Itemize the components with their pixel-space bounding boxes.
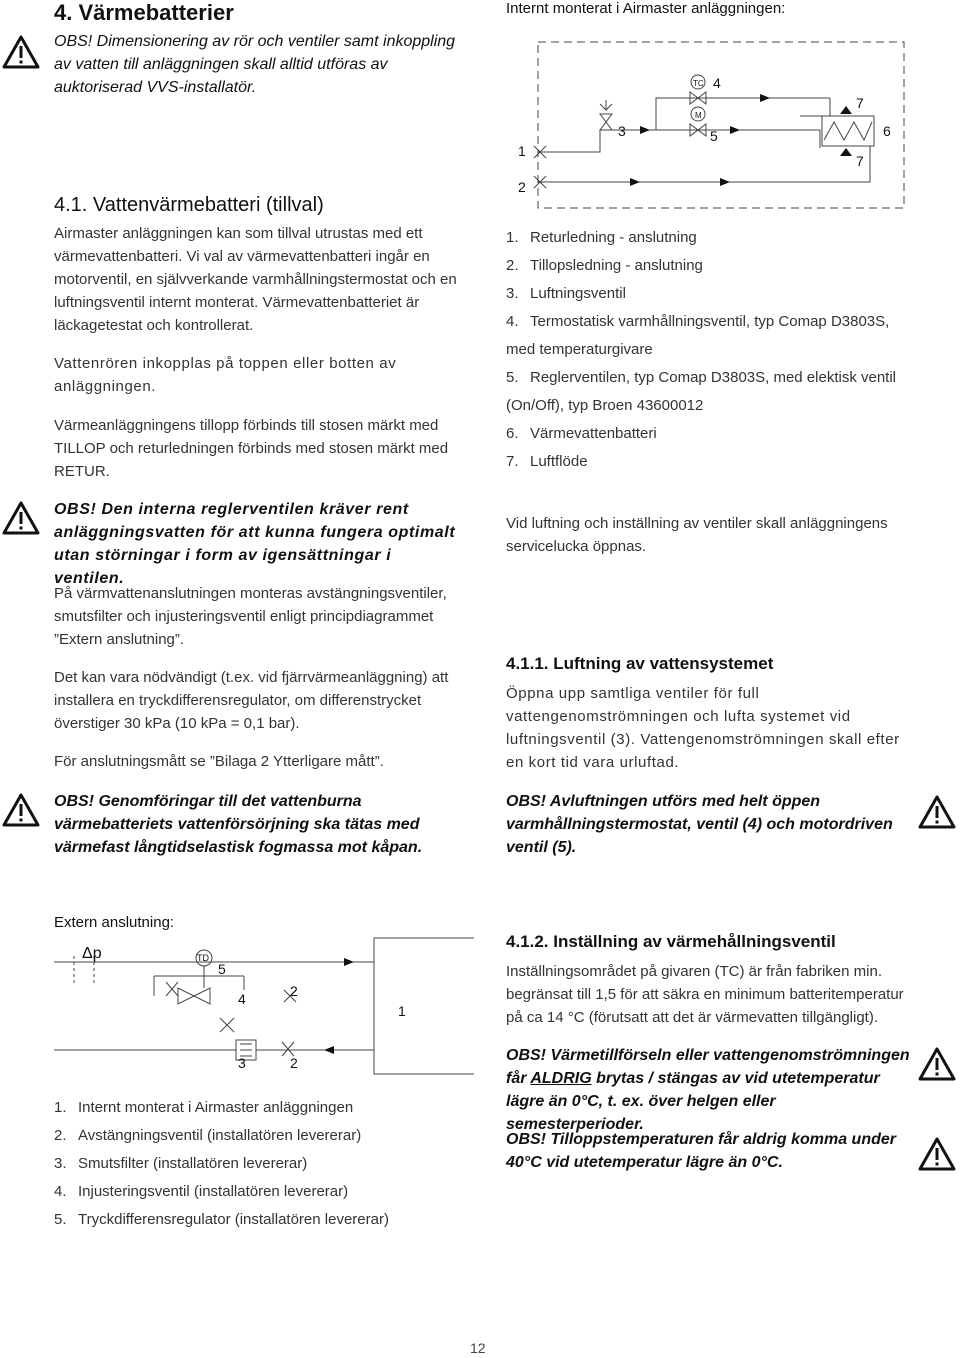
paragraph-pressure: Det kan vara nödvändigt (t.ex. vid fjärrvärmeanläggning) att installera en tryckdifferensregulator, om differenstrycket överstiger 30 kPa (10 kPa = 0,1 bar).: [54, 669, 449, 732]
diagram-label-3: 3: [618, 123, 626, 139]
emphasis-never: ALDRIG: [530, 1070, 592, 1087]
warning-icon: [2, 792, 40, 828]
paragraph-connection: Värmeanläggningens tillopp förbinds till stosen märkt med TILLOP och returledningen förbinds med stosen märkt med RETUR.: [54, 417, 449, 480]
external-legend-list: [54, 1094, 474, 1234]
diagram-label-1: 1: [518, 143, 526, 159]
ext-label-5: 5: [218, 961, 226, 977]
section-title-4: 4. Värmebatterier: [54, 0, 234, 25]
section-title-4-1: 4.1. Vattenvärmebatteri (tillval): [54, 194, 324, 216]
warning-icon: [918, 794, 956, 830]
obs-note-heat-supply: OBS! Värmetillförseln eller vattengenomströmningen får ALDRIG brytas / stängas av vid utetemperatur lägre än 0°C, t. ex. över helgen eller semesterperioder.: [506, 1047, 910, 1133]
diagram-label-7-bottom: 7: [856, 153, 864, 169]
diagram-label-6: 6: [883, 123, 891, 139]
ext-label-2-top: 2: [290, 983, 298, 999]
internal-legend-list: [506, 224, 906, 476]
section-title-4-1-2: 4.1.2. Inställning av värmehållningsventil: [506, 932, 836, 951]
external-diagram-caption: Extern anslutning:: [54, 914, 175, 931]
ext-label-4: 4: [238, 991, 246, 1007]
dp-label: Δp: [82, 945, 102, 962]
warning-icon: [918, 1046, 956, 1082]
list-item: 1. Internt monterat i Airmaster anläggningen: [54, 1099, 354, 1116]
paragraph-service-hatch: Vid luftning och inställning av ventiler skall anläggningens servicelucka öppnas.: [506, 515, 888, 555]
obs-note-dimensioning: OBS! Dimensionering av rör och ventiler samt inkoppling av vatten till anläggningen skall alltid utföras av auktoriserad VVS-installatör.: [54, 33, 456, 96]
list-item: 3. Smutsfilter (installatören levererar): [54, 1155, 308, 1172]
list-item: 3. Luftningsventil: [506, 285, 626, 302]
internal-diagram-caption: Internt monterat i Airmaster anläggningen:: [506, 0, 786, 17]
obs-note-sealing: OBS! Genomföringar till det vattenburna värmebatteriets vattenförsörjning ska tätas med värmefast långtidselastisk fogmassa mot kåpan.: [54, 793, 423, 856]
warning-icon: [918, 1136, 956, 1172]
obs-note-venting: OBS! Avluftningen utförs med helt öppen varmhållningstermostat, ventil (4) och motordriven ventil (5).: [506, 793, 893, 856]
diagram-label-2: 2: [518, 179, 526, 195]
td-label: TD: [197, 953, 209, 963]
list-item: 4. Termostatisk varmhållningsventil, typ Comap D3803S, med temperaturgivare: [506, 313, 890, 358]
section-title-4-1-1: 4.1.1. Luftning av vattensystemet: [506, 654, 774, 673]
m-label: M: [695, 111, 702, 120]
ext-label-1: 1: [398, 1003, 406, 1019]
list-item: 2. Avstängningsventil (installatören levererar): [54, 1127, 362, 1144]
paragraph-setting-range: Inställningsområdet på givaren (TC) är från fabriken min. begränsat till 1,5 för att säkra en minimum batteritemperatur på ca 14 °C (förutsatt att det är värmevatten tillgängligt).: [506, 963, 904, 1026]
paragraph-pipes: Vattenrören inkopplas på toppen eller botten av anläggningen.: [54, 355, 397, 395]
list-item: 1. Returledning - anslutning: [506, 229, 697, 246]
paragraph-intro: Airmaster anläggningen kan som tillval utrustas med ett värmevattenbatteri. Vi val av värmevattenbatteri ingår en motorventil, en självverkande varmhållningstermostat och en luftningsventil internt monterat. Värmevattenbatteriet är läckagetestat och kontrollerat.: [54, 225, 457, 334]
list-item: 2. Tillopsledning - anslutning: [506, 257, 703, 274]
page-number: 12: [470, 1340, 486, 1356]
external-piping-diagram: [54, 936, 474, 1076]
tc-label: TC: [693, 79, 704, 88]
paragraph-dimensions: För anslutningsmått se ”Bilaga 2 Ytterligare mått”.: [54, 753, 384, 770]
list-item: 7. Luftflöde: [506, 453, 588, 470]
obs-note-supply-temp: OBS! Tilloppstemperaturen får aldrig komma under 40°C vid utetemperatur lägre än 0°C.: [506, 1131, 896, 1171]
list-item: 6. Värmevattenbatteri: [506, 425, 657, 442]
list-item: 5. Reglerventilen, typ Comap D3803S, med elektisk ventil (On/Off), typ Broen 43600012: [506, 369, 897, 414]
list-item: 4. Injusteringsventil (installatören levererar): [54, 1183, 349, 1200]
diagram-label-5: 5: [710, 128, 718, 144]
list-item: 5. Tryckdifferensregulator (installatören levererar): [54, 1211, 389, 1228]
obs-note-valve: OBS! Den interna reglerventilen kräver rent anläggningsvatten för att kunna fungera optimalt utan störningar i form av igensättningar i ventilen.: [54, 501, 456, 587]
diagram-label-4: 4: [713, 75, 721, 91]
paragraph-shutoff: På värmvattenanslutningen monteras avstängningsventiler, smutsfilter och injusteringsventil enligt principdiagrammet ”Extern anslutning”.: [54, 585, 447, 648]
warning-icon: [2, 500, 40, 536]
paragraph-venting: Öppna upp samtliga ventiler för full vattengenomströmningen och lufta systemet vid luftningsventil (3). Vattengenomströmningen skall efter en kort tid vara urluftad.: [506, 685, 900, 771]
diagram-label-7-top: 7: [856, 95, 864, 111]
internal-piping-diagram: [500, 30, 910, 212]
warning-icon: [2, 34, 40, 70]
ext-label-2-bottom: 2: [290, 1055, 298, 1071]
ext-label-3: 3: [238, 1055, 246, 1071]
